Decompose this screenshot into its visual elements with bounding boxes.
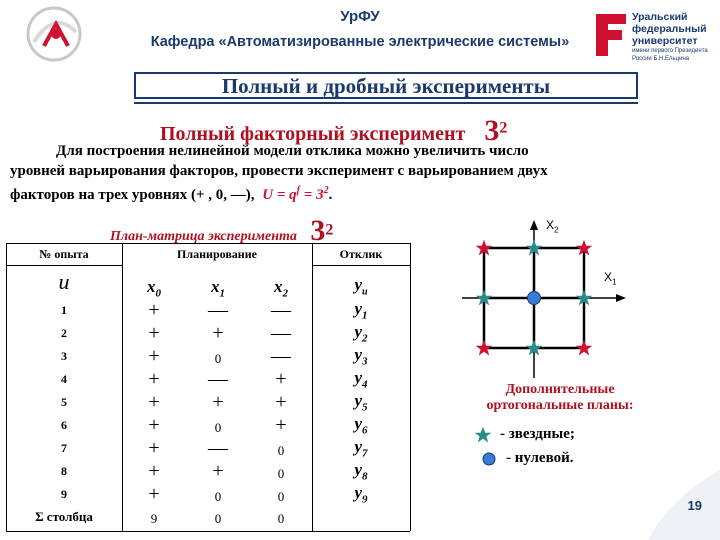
page-corner-decoration bbox=[628, 470, 720, 540]
plan-base: 3 bbox=[310, 214, 326, 247]
x1-header: $x_1$ bbox=[211, 277, 225, 300]
sum-x0: 9 bbox=[150, 511, 158, 526]
cell-x2: — bbox=[271, 322, 291, 344]
legend-title-1: Дополнительные bbox=[505, 382, 615, 397]
slide-title: Полный и дробный эксперименты bbox=[134, 72, 638, 99]
cell-x2: 0 bbox=[277, 466, 285, 481]
cell-x0: + bbox=[148, 391, 160, 413]
axis-x2-label: $X_2$ bbox=[546, 218, 559, 235]
cell-y: $y_6$ bbox=[354, 414, 368, 437]
logo-line-1: Уральский bbox=[632, 11, 688, 23]
cell-x0: + bbox=[148, 368, 160, 390]
para-line-3: факторов на трех уровнях (+ , 0, —), $U = q^f = 3^2$. bbox=[10, 185, 333, 203]
cell-y: $y_4$ bbox=[354, 368, 368, 391]
row-number: 3 bbox=[61, 349, 67, 363]
logo-line-5: России Б.Н.Ельцина bbox=[632, 56, 690, 62]
university-logo-mark bbox=[594, 12, 628, 58]
cell-y: $y_5$ bbox=[354, 391, 368, 414]
legend-zero-text: - нулевой. bbox=[506, 450, 574, 466]
cell-x2: + bbox=[275, 391, 287, 413]
x2-header: $x_2$ bbox=[274, 277, 288, 300]
cell-y: $y_8$ bbox=[354, 460, 368, 483]
row-number: 7 bbox=[61, 441, 67, 455]
cell-x0: + bbox=[148, 299, 160, 321]
logo-line-4: имени первого Президента bbox=[632, 48, 708, 54]
sum-x2: 0 bbox=[277, 511, 285, 526]
cell-x1: + bbox=[212, 322, 224, 344]
cell-x0: + bbox=[148, 414, 160, 436]
header-org: УрФУ bbox=[340, 8, 380, 25]
row-number: 6 bbox=[61, 418, 67, 432]
logo-line-3: университет bbox=[632, 35, 698, 47]
red-star-icon bbox=[475, 339, 493, 357]
red-star-icon bbox=[475, 239, 493, 257]
cell-x2: + bbox=[275, 368, 287, 390]
x0-header: $x_0$ bbox=[147, 277, 161, 300]
red-star-icon bbox=[575, 239, 593, 257]
cell-x1: 0 bbox=[214, 351, 222, 366]
teal-star-icon bbox=[575, 289, 593, 307]
cell-x2: + bbox=[275, 414, 287, 436]
cell-x2: — bbox=[271, 345, 291, 367]
plan-matrix-title: План-матрица эксперимента $3^2$ bbox=[110, 214, 334, 247]
cell-x1: — bbox=[208, 437, 228, 459]
para-line-1: Для построения нелинейной модели отклика можно увеличить число bbox=[56, 143, 529, 159]
para-line-2: уровней варьирования факторов, провести эксперимент с варьированием двух bbox=[10, 163, 548, 179]
red-star-icon bbox=[575, 339, 593, 357]
star-legend-icon bbox=[474, 426, 492, 444]
col-header-plan: Планирование bbox=[177, 247, 257, 261]
teal-star-icon bbox=[525, 339, 543, 357]
row-number: 2 bbox=[61, 326, 67, 340]
cell-x1: — bbox=[208, 368, 228, 390]
teal-star-icon bbox=[475, 289, 493, 307]
row-number: 9 bbox=[61, 487, 67, 501]
cell-y: $y_7$ bbox=[354, 437, 368, 460]
cell-x1: 0 bbox=[214, 420, 222, 435]
col-header-number: № опыта bbox=[39, 247, 89, 261]
sum-x1: 0 bbox=[214, 511, 222, 526]
formula: $U = q^f = 3^2$ bbox=[262, 185, 329, 203]
cell-x1: + bbox=[212, 391, 224, 413]
cell-y: $y_1$ bbox=[354, 299, 368, 322]
col-header-response: Отклик bbox=[339, 247, 383, 261]
header-department: Кафедра «Автоматизированные электрические системы» bbox=[150, 34, 570, 50]
cell-x0: + bbox=[148, 483, 160, 505]
axis-x1-label: $X_1$ bbox=[604, 270, 617, 287]
cell-x2: 0 bbox=[277, 489, 285, 504]
row-number: 8 bbox=[61, 464, 67, 478]
sum-label: Σ столбца bbox=[35, 509, 93, 524]
u-label: u bbox=[58, 269, 70, 294]
cell-x0: + bbox=[148, 322, 160, 344]
plan-matrix-table bbox=[6, 243, 410, 531]
cell-x1: — bbox=[208, 299, 228, 321]
circle-legend-icon bbox=[482, 452, 496, 466]
cell-x2: — bbox=[271, 299, 291, 321]
university-logo-text bbox=[632, 11, 708, 63]
cell-x1: 0 bbox=[214, 489, 222, 504]
intro-paragraph bbox=[10, 141, 650, 205]
subtitle-base: 3 bbox=[484, 114, 500, 147]
cell-y: $y_9$ bbox=[354, 483, 368, 506]
row-number: 4 bbox=[61, 372, 67, 386]
cell-x1: + bbox=[212, 460, 224, 482]
page-number: 19 bbox=[687, 498, 702, 513]
center-point-icon bbox=[526, 290, 542, 306]
logo-line-2: федеральный bbox=[632, 23, 707, 35]
cell-x0: + bbox=[148, 460, 160, 482]
legend-title-2: ортогональные планы: bbox=[486, 398, 634, 413]
cell-x0: + bbox=[148, 345, 160, 367]
row-number: 1 bbox=[61, 303, 67, 317]
teal-star-icon bbox=[525, 239, 543, 257]
plan-exp: 2 bbox=[325, 221, 334, 239]
legend-title bbox=[460, 382, 660, 414]
cell-y: $y_2$ bbox=[354, 322, 368, 345]
subtitle-text: Полный факторный эксперимент bbox=[160, 123, 466, 145]
row-number: 5 bbox=[61, 395, 67, 409]
cell-x0: + bbox=[148, 437, 160, 459]
subtitle-exp: 2 bbox=[499, 119, 508, 137]
y-header: $y_u$ bbox=[354, 275, 368, 298]
legend-star-text: - звездные; bbox=[500, 426, 575, 442]
cell-x2: 0 bbox=[277, 443, 285, 458]
cell-y: $y_3$ bbox=[354, 345, 368, 368]
title-underline bbox=[134, 102, 638, 104]
